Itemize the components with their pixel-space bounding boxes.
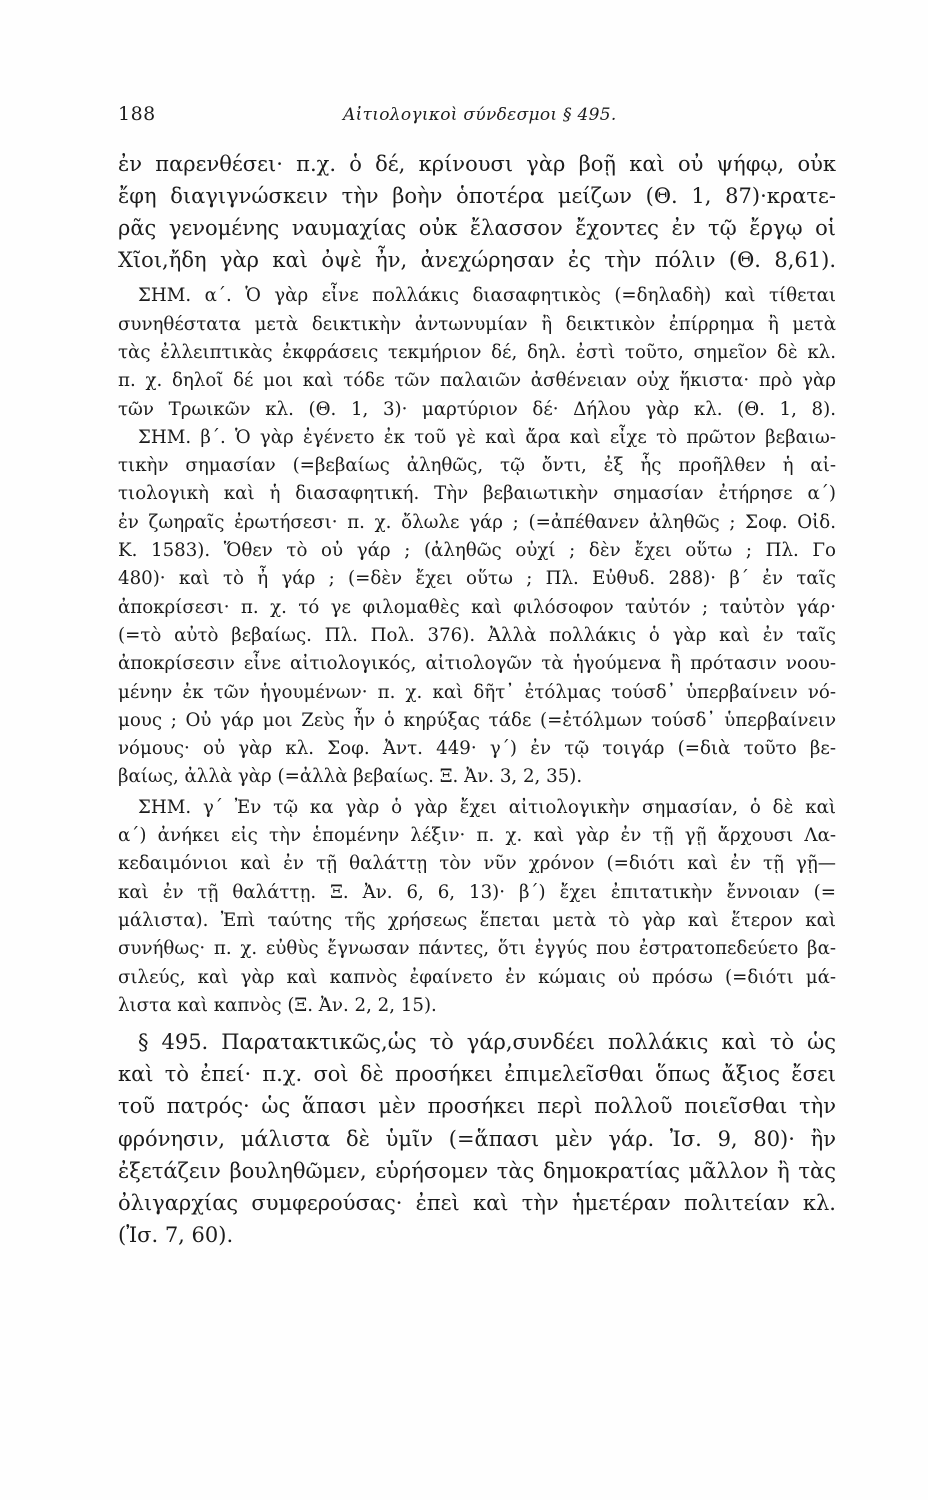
note-line: ἀποκρίσεσιν εἶνε αἰτιολογικός, αἰτιολογῶν τὰ ἡγούμενα ἢ πρότασιν νοου- [118, 653, 836, 675]
note-line: τιολογικὴ καὶ ἡ διασαφητική. Τὴν βεβαιωτικὴν σημασίαν ἐτήρησε α΄) [118, 483, 836, 505]
note-line: τὰς ἐλλειπτικὰς ἐκφράσεις τεκμήριον δέ, δηλ. ἐστὶ τοῦτο, σημεῖον δὲ κλ. [118, 341, 836, 363]
note-line: τῶν Τρωικῶν κλ. (Θ. 1, 3)· μαρτύριον δέ· Δήλου γὰρ κλ. (Θ. 1, 8). [118, 398, 836, 420]
note-line: (=τὸ αὐτὸ βεβαίως. Πλ. Πολ. 376). Ἀλλὰ πολλάκις ὁ γὰρ καὶ ἐν ταῖς [118, 624, 836, 646]
note-line: σιλεύς, καὶ γὰρ καὶ καπνὸς ἐφαίνετο ἐν κώμαις οὐ πρόσω (=διότι μά- [118, 966, 836, 988]
note-line: ΣΗΜ. α΄. Ὁ γὰρ εἶνε πολλάκις διασαφητικὸς (=δηλαδὴ) καὶ τίθεται [138, 285, 836, 307]
text-line: ἐν παρενθέσει· π.χ. ὁ δέ, κρίνουσι γὰρ βοῇ καὶ οὐ ψήφῳ, οὐκ [118, 152, 836, 176]
note-line: λιστα καὶ καπνὸς (Ξ. Ἀν. 2, 2, 15). [118, 994, 437, 1016]
section-line: ὀλιγαρχίας συμφερούσας· ἐπεὶ καὶ τὴν ἡμετέραν πολιτείαν κλ. [118, 1191, 836, 1216]
note-line: βαίως, ἀλλὰ γὰρ (=ἀλλὰ βεβαίως. Ξ. Ἀν. 3, 2, 35). [118, 766, 583, 788]
section-line: τοῦ πατρός· ὡς ἅπασι μὲν προσήκει περὶ πολλοῦ ποιεῖσθαι τὴν [118, 1094, 836, 1119]
note-line: ἀποκρίσεσι· π. χ. τό γε φιλομαθὲς καὶ φιλόσοφον ταὐτόν ; ταὐτὸν γάρ· [118, 596, 836, 618]
section-line: (Ἰσ. 7, 60). [118, 1223, 234, 1248]
text-block [118, 148, 836, 1251]
page-number: 188 [118, 103, 156, 125]
note-gamma [118, 794, 836, 1020]
note-line: ΣΗΜ. β΄. Ὁ γὰρ ἐγένετο ἐκ τοῦ γὲ καὶ ἄρα καὶ εἶχε τὸ πρῶτον βεβαιω- [138, 426, 836, 448]
section-line: ἐξετάζειν βουληθῶμεν, εὑρήσομεν τὰς δημοκρατίας μᾶλλον ἢ τὰς [118, 1158, 836, 1183]
text-line: Χῖοι,ἤδη γὰρ καὶ ὀψὲ ἦν, ἀνεχώρησαν ἐς τὴν πόλιν (Θ. 8,61). [118, 248, 836, 273]
note-line: συνήθως· π. χ. εὐθὺς ἔγνωσαν πάντες, ὅτι ἐγγύς που ἐστρατοπεδεύετο βα- [118, 938, 836, 960]
note-line: 480)· καὶ τὸ ἦ γάρ ; (=δὲν ἔχει οὕτω ; Πλ. Εὐθυδ. 288)· β΄ ἐν ταῖς [118, 568, 836, 590]
note-beta [118, 424, 836, 792]
note-line: μάλιστα). Ἐπὶ ταύτης τῆς χρήσεως ἕπεται μετὰ τὸ γὰρ καὶ ἕτερον καὶ [118, 909, 836, 931]
section-495 [118, 1026, 836, 1251]
note-line: νόμους· οὐ γὰρ κλ. Σοφ. Ἀντ. 449· γ΄) ἐν τῷ τοιγάρ (=διὰ τοῦτο βε- [118, 738, 836, 760]
note-line: καὶ ἐν τῇ θαλάττῃ. Ξ. Ἀν. 6, 6, 13)· β΄) ἔχει ἐπιτατικὴν ἔννοιαν (= [118, 881, 836, 903]
note-line: ΣΗΜ. γ΄ Ἐν τῷ κα γὰρ ὁ γὰρ ἔχει αἰτιολογικὴν σημασίαν, ὁ δὲ καὶ [138, 796, 836, 818]
section-line: φρόνησιν, μάλιστα δὲ ὑμῖν (=ἅπασι μὲν γάρ. Ἰσ. 9, 80)· ἢν [118, 1126, 836, 1151]
running-head: Αἰτιολογικοὶ σύνδεσμοι § 495. [343, 105, 617, 125]
main-paragraph [118, 148, 836, 276]
section-line: § 495. Παρατακτικῶς,ὡς τὸ γάρ,συνδέει πολλάκις καὶ τὸ ὡς [138, 1030, 836, 1055]
note-line: μένην ἐκ τῶν ἡγουμένων· π. χ. καὶ δῆτ᾽ ἐτόλμας τούσδ᾽ ὑπερβαίνειν νό- [118, 681, 836, 703]
note-line: κεδαιμόνιοι καὶ ἐν τῇ θαλάττῃ τὸν νῦν χρόνον (=διότι καὶ ἐν τῇ γῇ— [118, 853, 836, 875]
note-alpha [118, 282, 836, 423]
section-line: καὶ τὸ ἐπεί· π.χ. σοὶ δὲ προσήκει ἐπιμελεῖσθαι ὅπως ἄξιος ἔσει [118, 1062, 836, 1087]
text-line: ἔφη διαγιγνώσκειν τὴν βοὴν ὁποτέρα μείζων (Θ. 1, 87)·κρατε- [118, 184, 836, 209]
note-line: μους ; Οὐ γάρ μοι Ζεὺς ἦν ὁ κηρύξας τάδε (=ἐτόλμων τούσδ᾽ ὑπερβαίνειν [118, 709, 836, 731]
page-header [118, 103, 818, 133]
note-line: Κ. 1583). Ὅθεν τὸ οὐ γάρ ; (ἀληθῶς οὐχί ; δὲν ἔχει οὕτω ; Πλ. Γο [118, 540, 836, 562]
note-line: π. χ. δηλοῖ δέ μοι καὶ τόδε τῶν παλαιῶν ἀσθένειαν οὐχ ἥκιστα· πρὸ γὰρ [118, 370, 836, 392]
note-line: τικὴν σημασίαν (=βεβαίως ἀληθῶς, τῷ ὄντι, ἐξ ἧς προῆλθεν ἡ αἰ- [118, 455, 836, 477]
text-line: ρᾶς γενομένης ναυμαχίας οὐκ ἔλασσον ἔχοντες ἐν τῷ ἔργῳ οἱ [118, 216, 836, 241]
note-line: συνηθέστατα μετὰ δεικτικὴν ἀντωνυμίαν ἢ δεικτικὸν ἐπίρρημα ἢ μετὰ [118, 313, 836, 335]
note-line: ἐν ζωηραῖς ἐρωτήσεσι· π. χ. ὄλωλε γάρ ; (=ἀπέθανεν ἀληθῶς ; Σοφ. Οἰδ. [118, 511, 836, 533]
note-line: α΄) ἀνήκει εἰς τὴν ἑπομένην λέξιν· π. χ. καὶ γὰρ ἐν τῇ γῇ ἄρχουσι Λα- [118, 825, 836, 847]
